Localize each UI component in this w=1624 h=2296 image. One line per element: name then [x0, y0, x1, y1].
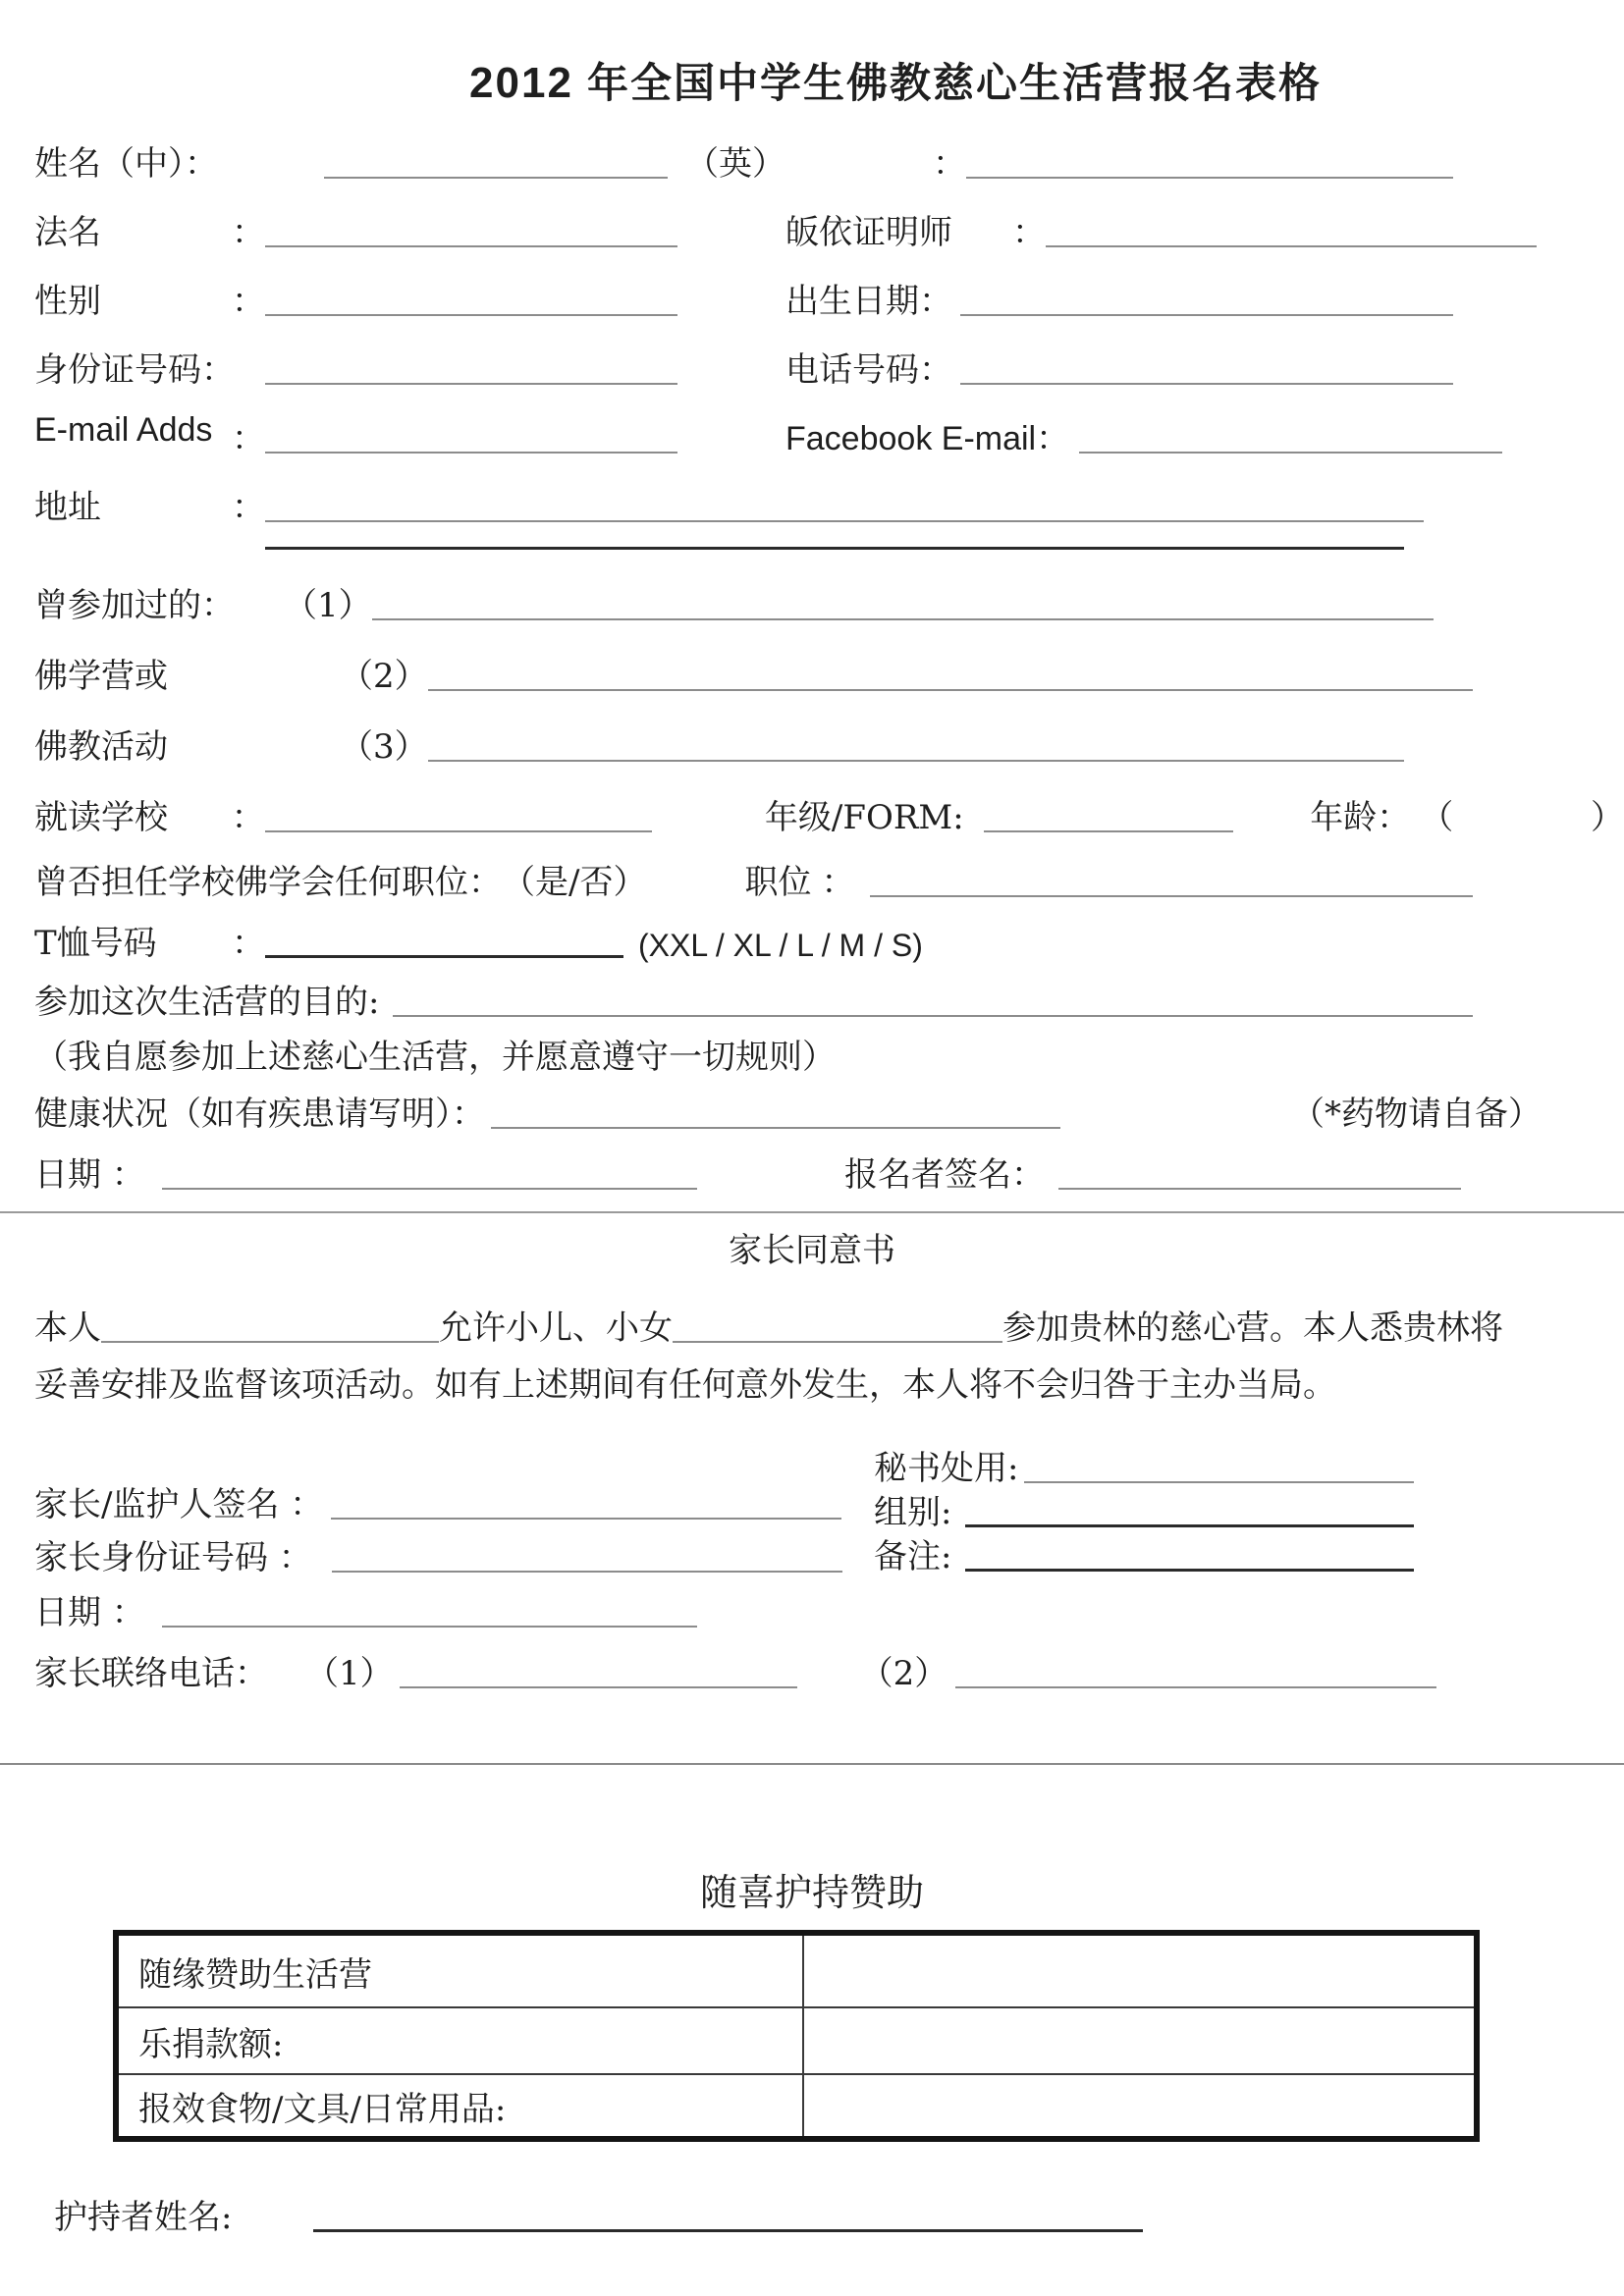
group-label: 组别:: [874, 1493, 952, 1532]
sponsorship-table: [113, 1930, 1480, 2142]
secretary-column: [874, 1445, 1624, 1578]
section-divider-2: [0, 1763, 1624, 1765]
title-year: 2012: [469, 59, 573, 107]
activity-label: 佛教活动: [34, 727, 168, 767]
row-position: [0, 838, 1624, 903]
attended-line-1: [372, 618, 1434, 620]
name-en-label: （英）: [685, 144, 785, 184]
date-label: 日期 ：: [34, 1155, 145, 1195]
row-address-2: [0, 528, 1624, 556]
row-date-sign: [0, 1135, 1624, 1196]
email-colon: ：: [232, 419, 265, 458]
sign-label: 报名者签名：: [844, 1155, 1045, 1195]
camp-label: 佛学营或: [34, 657, 168, 696]
ic-label: 身份证号码：: [34, 350, 235, 390]
name-cn-line: [324, 177, 668, 179]
phone-label: 电话号码：: [785, 350, 952, 390]
supporter-line: [313, 2229, 1143, 2232]
row-attended-1: [0, 556, 1624, 626]
row-ic-phone: [0, 322, 1624, 391]
sponsorship-row-label: 报效食物/文具/日常用品:: [116, 2074, 803, 2139]
consent-para-mid: 允许小儿、小女: [439, 1308, 673, 1348]
consent-para-end: 参加贵林的慈心营。本人悉贵林将: [1002, 1308, 1503, 1348]
consent-para-line-2: [0, 1349, 1624, 1406]
form-label: 年级/FORM:: [764, 798, 964, 837]
position-yesno: （是/否）: [502, 863, 647, 902]
address-line-1: [265, 520, 1424, 522]
row-guardian-ic: [34, 1525, 874, 1578]
guardian-column: [34, 1445, 874, 1578]
address-line-2: [265, 547, 1404, 550]
row-address: [0, 459, 1624, 528]
tshirt-sizes: (XXL / XL / L / M / S): [638, 928, 923, 963]
medicine-note: （*药物请自备）: [1291, 1095, 1542, 1134]
row-purpose: [0, 964, 1624, 1023]
dharma-name-colon: ：: [232, 213, 265, 252]
row-remark: [874, 1533, 1624, 1577]
sponsorship-heading: 随喜护持赞助: [699, 1871, 924, 1914]
guardian-sign-label: 家长/监护人签名 ：: [34, 1485, 324, 1524]
gender-label: 性别: [34, 282, 101, 321]
sponsorship-row-value: [803, 1933, 1477, 2007]
row-parent-phone: [0, 1643, 1624, 1694]
refuge-master-colon: ：: [1012, 213, 1046, 252]
parent-phone-line-1: [400, 1686, 797, 1688]
purpose-line: [393, 1015, 1473, 1017]
consent-para-line2-text: 妥善安排及监督该项活动。如有上述期间有任何意外发生，本人将不会归咎于主办当局。: [34, 1365, 1336, 1405]
consent-guardian-name-line: [101, 1341, 439, 1343]
row-email-facebook: [0, 391, 1624, 459]
purpose-label: 参加这次生活营的目的:: [34, 983, 380, 1022]
age-paren-close: ）: [1591, 798, 1624, 837]
sign-line: [1058, 1188, 1461, 1190]
supporter-label: 护持者姓名:: [54, 2198, 233, 2237]
birthdate-label: 出生日期：: [785, 282, 952, 321]
parent-phone-no1: （1）: [305, 1654, 394, 1693]
dharma-name-label: 法名: [34, 213, 101, 252]
row-tshirt: [0, 903, 1624, 964]
row-dharma-refuge: [0, 185, 1624, 253]
gender-colon: ：: [232, 282, 265, 321]
name-en-colon: ：: [933, 144, 966, 184]
pledge-note: （我自愿参加上述慈心生活营，并愿意遵守一切规则）: [34, 1038, 836, 1077]
guardian-date-label: 日期 ：: [34, 1593, 145, 1632]
address-label: 地址: [34, 488, 101, 527]
birthdate-line: [960, 314, 1453, 316]
row-pledge: [0, 1023, 1624, 1078]
school-label: 就读学校: [34, 798, 168, 837]
gender-line: [265, 314, 677, 316]
guardian-secretary-block: [0, 1445, 1624, 1578]
attended-line-3: [428, 760, 1404, 762]
table-row: [116, 1933, 1477, 2007]
row-name: [0, 116, 1624, 185]
age-label: 年龄：: [1310, 798, 1411, 837]
address-colon: ：: [232, 488, 265, 527]
school-colon: ：: [231, 798, 265, 837]
tshirt-label: T恤号码: [34, 924, 157, 963]
row-supporter: [0, 2193, 1624, 2238]
guardian-ic-line: [332, 1571, 842, 1573]
position-label: 职位: [744, 863, 812, 902]
group-line: [965, 1524, 1414, 1527]
row-guardian-date: [0, 1584, 1624, 1633]
tshirt-colon: ：: [232, 924, 265, 963]
attended-no1: （1）: [284, 586, 372, 625]
row-guardian-sign: [34, 1472, 874, 1525]
table-row: [116, 2007, 1477, 2074]
section-divider-1: [0, 1211, 1624, 1213]
row-attended-3: [0, 697, 1624, 768]
ic-line: [265, 383, 677, 385]
dharma-name-line: [265, 245, 677, 247]
attended-label: 曾参加过的：: [34, 586, 235, 625]
guardian-date-line: [162, 1626, 697, 1628]
consent-heading: 家长同意书: [729, 1231, 895, 1270]
name-cn-label: 姓名（中）：: [34, 144, 218, 184]
remark-line: [965, 1569, 1414, 1572]
guardian-ic-label: 家长身份证号码 ：: [34, 1538, 312, 1577]
guardian-sign-line: [331, 1518, 841, 1520]
position-colon: ：: [821, 863, 855, 902]
facebook-label: Facebook E-mail：: [785, 420, 1070, 457]
attended-no2: （2）: [340, 657, 428, 696]
title-text: 年全国中学生佛教慈心生活营报名表格: [586, 59, 1322, 107]
name-en-line: [966, 177, 1453, 179]
attended-no3: （3）: [340, 727, 428, 767]
parent-phone-no2: （2）: [859, 1654, 948, 1693]
secretary-label: 秘书处用:: [874, 1449, 1019, 1488]
phone-line: [960, 383, 1453, 385]
row-school: [0, 768, 1624, 838]
consent-para-start: 本人: [34, 1308, 101, 1348]
age-paren-open: （: [1420, 798, 1454, 837]
sponsorship-row-label: 随缘赞助生活营: [116, 1933, 803, 2007]
form-line: [984, 830, 1234, 832]
school-line: [265, 830, 652, 832]
position-question: 曾否担任学校佛学会任何职位：: [34, 863, 502, 902]
refuge-master-label: 皈依证明师: [785, 213, 952, 252]
row-group: [874, 1489, 1624, 1533]
refuge-master-line: [1046, 245, 1537, 247]
email-line: [265, 452, 677, 454]
tshirt-line: [265, 955, 623, 958]
table-row: [116, 2074, 1477, 2139]
row-health: [0, 1078, 1624, 1135]
email-label: E-mail Adds: [34, 411, 213, 449]
page-title: [0, 51, 1624, 116]
sponsorship-row-label: 乐捐款额:: [116, 2007, 803, 2074]
sponsorship-row-value: [803, 2007, 1477, 2074]
row-gender-birth: [0, 253, 1624, 322]
remark-label: 备注:: [874, 1537, 952, 1576]
health-line: [491, 1127, 1060, 1129]
consent-child-name-line: [673, 1341, 1002, 1343]
sponsorship-row-value: [803, 2074, 1477, 2139]
health-label: 健康状况（如有疾患请写明）：: [34, 1095, 485, 1134]
consent-para-line-1: [0, 1294, 1624, 1349]
parent-phone-label: 家长联络电话：: [34, 1654, 268, 1693]
date-line: [162, 1188, 697, 1190]
row-secretary: [874, 1445, 1624, 1489]
facebook-line: [1079, 452, 1502, 454]
parent-phone-line-2: [955, 1686, 1436, 1688]
row-attended-2: [0, 626, 1624, 697]
position-line: [870, 895, 1473, 897]
attended-line-2: [428, 689, 1473, 691]
secretary-line: [1024, 1481, 1414, 1483]
